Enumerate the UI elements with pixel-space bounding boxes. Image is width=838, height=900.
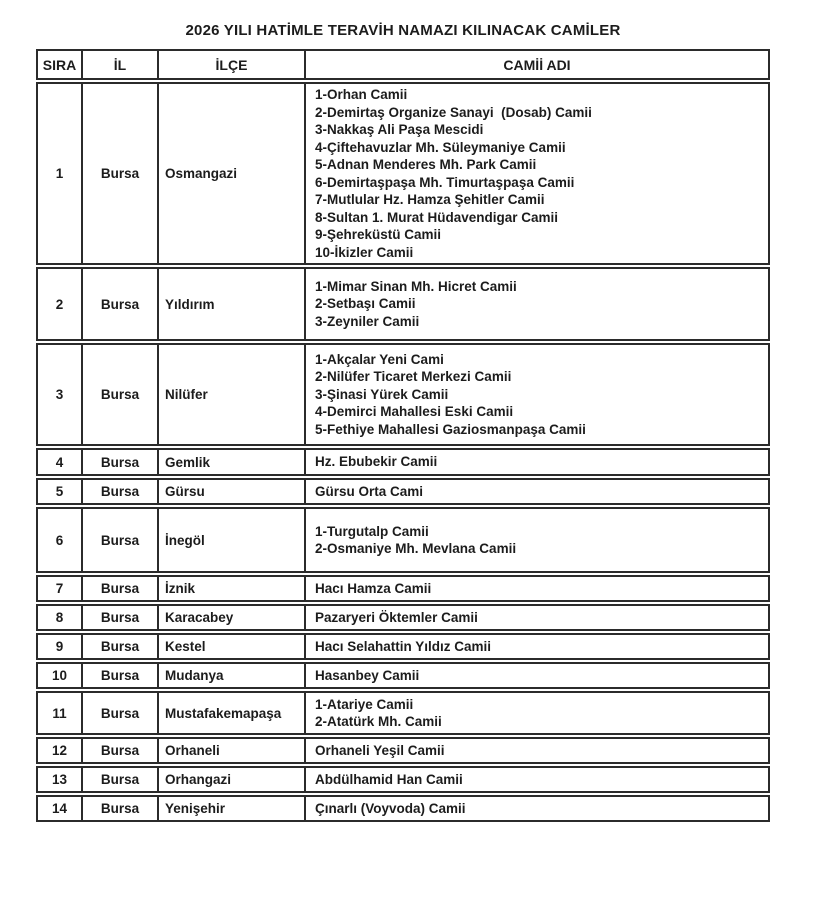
mosque-name: 10-İkizler Camii	[315, 244, 414, 260]
mosque-name: 8-Sultan 1. Murat Hüdavendigar Camii	[315, 209, 559, 225]
camii-cell	[305, 633, 770, 660]
sira-cell: 7	[36, 575, 82, 602]
mosque-name: Orhaneli Yeşil Camii	[315, 742, 445, 758]
mosque-name: 1-Turgutalp Camii	[315, 523, 429, 539]
il-cell: Bursa	[82, 478, 158, 505]
mosque-list	[315, 483, 764, 501]
page-title: 2026 YILI HATİMLE TERAVİH NAMAZI KILINACAK CAMİLER	[185, 22, 621, 39]
sira-cell: 8	[36, 604, 82, 631]
mosque-list	[315, 351, 764, 439]
il-cell: Bursa	[82, 507, 158, 573]
table-row	[36, 267, 770, 341]
mosque-name: Hasanbey Camii	[315, 667, 420, 683]
table-row	[36, 575, 770, 602]
il-cell: Bursa	[82, 343, 158, 446]
ilce-cell: Mudanya	[158, 662, 305, 689]
table-row	[36, 448, 770, 476]
mosque-name: Çınarlı (Voyvoda) Camii	[315, 800, 466, 816]
mosque-list	[315, 278, 764, 331]
mosque-list	[315, 86, 764, 261]
mosque-list	[315, 453, 764, 471]
camii-cell	[305, 795, 770, 822]
mosque-name: 1-Akçalar Yeni Cami	[315, 351, 444, 367]
ilce-cell: İnegöl	[158, 507, 305, 573]
table-row	[36, 82, 770, 265]
mosque-list	[315, 667, 764, 685]
il-cell: Bursa	[82, 604, 158, 631]
il-cell: Bursa	[82, 766, 158, 793]
camii-cell	[305, 448, 770, 476]
mosque-name: 4-Çiftehavuzlar Mh. Süleymaniye Camii	[315, 139, 566, 155]
table-row	[36, 633, 770, 660]
mosque-name: Gürsu Orta Cami	[315, 483, 424, 499]
ilce-cell: Yenişehir	[158, 795, 305, 822]
mosque-name: Hacı Hamza Camii	[315, 580, 432, 596]
camii-cell	[305, 604, 770, 631]
camii-cell	[305, 267, 770, 341]
il-cell: Bursa	[82, 795, 158, 822]
ilce-cell: Karacabey	[158, 604, 305, 631]
mosques-table	[36, 47, 770, 824]
sira-cell: 3	[36, 343, 82, 446]
sira-cell: 2	[36, 267, 82, 341]
header-sira: SIRA	[36, 49, 82, 80]
il-cell: Bursa	[82, 267, 158, 341]
il-cell: Bursa	[82, 662, 158, 689]
sira-cell: 5	[36, 478, 82, 505]
sira-cell: 4	[36, 448, 82, 476]
mosque-name: 1-Atariye Camii	[315, 696, 414, 712]
il-cell: Bursa	[82, 448, 158, 476]
table-row	[36, 662, 770, 689]
ilce-cell: İznik	[158, 575, 305, 602]
mosque-list	[315, 580, 764, 598]
ilce-cell: Kestel	[158, 633, 305, 660]
ilce-cell: Gürsu	[158, 478, 305, 505]
sira-cell: 10	[36, 662, 82, 689]
camii-cell	[305, 82, 770, 265]
mosque-name: 2-Setbaşı Camii	[315, 296, 416, 312]
il-cell: Bursa	[82, 82, 158, 265]
mosque-name: 5-Adnan Menderes Mh. Park Camii	[315, 157, 537, 172]
mosque-name: 2-Nilüfer Ticaret Merkezi Camii	[315, 369, 512, 385]
mosque-list	[315, 742, 764, 760]
ilce-cell: Orhaneli	[158, 737, 305, 764]
table-row	[36, 478, 770, 505]
mosque-name: Hacı Selahattin Yıldız Camii	[315, 638, 492, 654]
mosque-list	[315, 523, 764, 558]
sira-cell: 12	[36, 737, 82, 764]
table-row	[36, 691, 770, 735]
header-ilce: İLÇE	[158, 49, 305, 80]
il-cell: Bursa	[82, 575, 158, 602]
mosque-name: 1-Orhan Camii	[315, 87, 408, 102]
ilce-cell: Osmangazi	[158, 82, 305, 265]
camii-cell	[305, 343, 770, 446]
mosque-list	[315, 638, 764, 656]
camii-cell	[305, 478, 770, 505]
mosque-list	[315, 609, 764, 627]
sira-cell: 13	[36, 766, 82, 793]
mosque-name: 3-Şinasi Yürek Camii	[315, 386, 449, 402]
ilce-cell: Yıldırım	[158, 267, 305, 341]
sira-cell: 9	[36, 633, 82, 660]
mosque-name: Pazaryeri Öktemler Camii	[315, 609, 478, 625]
mosque-name: 3-Nakkaş Ali Paşa Mescidi	[315, 122, 484, 137]
table-row	[36, 507, 770, 573]
camii-cell	[305, 691, 770, 735]
table-row	[36, 795, 770, 822]
mosque-list	[315, 696, 764, 731]
mosque-name: 2-Osmaniye Mh. Mevlana Camii	[315, 541, 517, 556]
table-row	[36, 766, 770, 793]
sira-cell: 11	[36, 691, 82, 735]
mosque-name: Abdülhamid Han Camii	[315, 771, 463, 787]
il-cell: Bursa	[82, 691, 158, 735]
header-camii-adi: CAMİİ ADI	[305, 49, 770, 80]
ilce-cell: Gemlik	[158, 448, 305, 476]
mosque-name: 1-Mimar Sinan Mh. Hicret Camii	[315, 278, 517, 294]
mosque-name: 4-Demirci Mahallesi Eski Camii	[315, 404, 514, 420]
mosque-list	[315, 771, 764, 789]
sira-cell: 14	[36, 795, 82, 822]
table-header-row	[36, 49, 770, 80]
sira-cell: 1	[36, 82, 82, 265]
mosque-name: 2-Demirtaş Organize Sanayi (Dosab) Camii	[315, 104, 592, 120]
ilce-cell: Nilüfer	[158, 343, 305, 446]
ilce-cell: Orhangazi	[158, 766, 305, 793]
table-row	[36, 604, 770, 631]
header-il: İL	[82, 49, 158, 80]
camii-cell	[305, 662, 770, 689]
mosque-name: 7-Mutlular Hz. Hamza Şehitler Camii	[315, 192, 545, 207]
mosque-name: Hz. Ebubekir Camii	[315, 454, 438, 470]
camii-cell	[305, 575, 770, 602]
camii-cell	[305, 737, 770, 764]
mosque-name: 6-Demirtaşpaşa Mh. Timurtaşpaşa Camii	[315, 174, 575, 190]
mosque-name: 9-Şehreküstü Camii	[315, 227, 442, 242]
camii-cell	[305, 507, 770, 573]
table-row	[36, 737, 770, 764]
ilce-cell: Mustafakemapaşa	[158, 691, 305, 735]
il-cell: Bursa	[82, 633, 158, 660]
sira-cell: 6	[36, 507, 82, 573]
mosque-list	[315, 800, 764, 818]
table-row	[36, 343, 770, 446]
mosque-name: 2-Atatürk Mh. Camii	[315, 714, 442, 729]
mosque-name: 5-Fethiye Mahallesi Gaziosmanpaşa Camii	[315, 421, 586, 437]
mosque-name: 3-Zeyniler Camii	[315, 313, 420, 329]
camii-cell	[305, 766, 770, 793]
il-cell: Bursa	[82, 737, 158, 764]
